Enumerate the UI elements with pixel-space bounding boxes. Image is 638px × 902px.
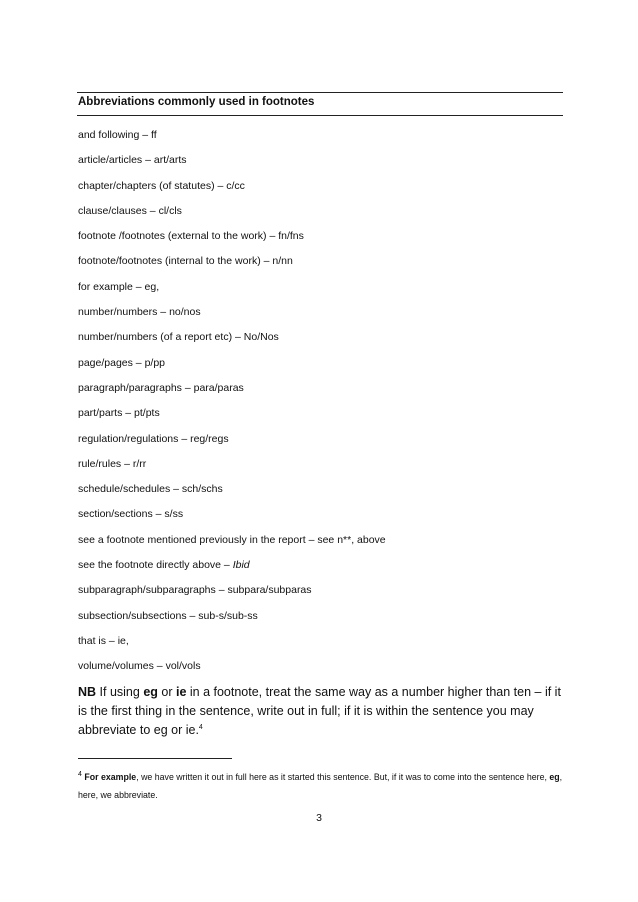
abbreviation-separator: –: [132, 356, 145, 369]
abbreviation-separator: –: [132, 280, 145, 293]
abbreviation-separator: –: [152, 508, 165, 521]
abbreviation-short-form: n/nn: [272, 255, 293, 268]
abbreviation-item: [78, 204, 386, 229]
abbreviation-item: [78, 634, 386, 659]
footnote-text-1: , we have written it out in full here as it started this sentence. But, if it was to come into the sentence here,: [136, 772, 550, 782]
abbreviation-term: see the footnote directly above: [78, 559, 222, 572]
abbreviation-short-form: No/Nos: [243, 331, 279, 344]
abbreviation-separator: –: [266, 230, 279, 243]
abbreviation-separator: –: [181, 381, 194, 394]
abbreviation-term: number/numbers (of a report etc): [78, 331, 233, 344]
abbreviation-item: [78, 330, 386, 355]
footnote-eg: eg: [549, 772, 560, 782]
abbreviation-list: [78, 128, 386, 685]
abbreviation-item: [78, 482, 386, 507]
abbreviation-item: [78, 583, 386, 608]
abbreviation-short-form: vol/vols: [165, 660, 201, 673]
abbreviation-term: rule/rules: [78, 457, 122, 470]
abbreviation-term: footnote /footnotes (external to the work): [78, 230, 267, 243]
abbreviation-term: page/pages: [78, 356, 133, 369]
abbreviation-term: footnote/footnotes (internal to the work): [78, 255, 261, 268]
abbreviation-short-form: see n**, above: [317, 533, 386, 546]
footnote-text-2: , here, we abbreviate.: [78, 772, 563, 800]
abbreviation-short-form: fn/fns: [278, 230, 304, 243]
abbreviation-term: chapter/chapters (of statutes): [78, 179, 215, 192]
abbreviation-term: schedule/schedules: [78, 483, 171, 496]
abbreviation-item: [78, 229, 386, 254]
abbreviation-item: [78, 659, 386, 684]
abbreviation-item: [78, 356, 386, 381]
abbreviation-short-form: ff: [150, 129, 157, 141]
abbreviation-separator: –: [186, 609, 199, 622]
page-number: 3: [316, 812, 322, 824]
abbreviation-item: [78, 406, 386, 431]
nb-ie: ie: [175, 685, 187, 699]
abbreviation-separator: –: [170, 483, 182, 496]
abbreviation-term: paragraph/paragraphs: [78, 381, 182, 394]
abbreviation-term: clause/clauses: [78, 204, 147, 217]
abbreviation-short-form: Ibid: [232, 559, 250, 572]
abbreviation-separator: –: [214, 179, 227, 192]
abbreviation-short-form: r/rr: [132, 457, 147, 470]
abbreviation-short-form: cl/cls: [158, 204, 182, 217]
footnote-reference: 4: [198, 723, 203, 731]
abbreviation-short-form: sub-s/sub-ss: [198, 609, 258, 622]
abbreviation-term: section/sections: [78, 508, 153, 521]
nb-paragraph: [78, 683, 564, 740]
abbreviation-item: [78, 432, 386, 457]
abbreviation-separator: –: [215, 584, 228, 597]
abbreviation-item: [78, 254, 386, 279]
abbreviation-short-form: pt/pts: [134, 407, 160, 420]
abbreviation-term: article/articles: [78, 154, 143, 167]
abbreviation-item: [78, 153, 386, 178]
heading-box: [77, 92, 563, 116]
nb-label: NB: [78, 685, 97, 699]
abbreviation-separator: –: [153, 660, 166, 673]
abbreviation-separator: –: [232, 331, 244, 344]
section-heading: Abbreviations commonly used in footnotes: [78, 96, 315, 108]
abbreviation-short-form: art/arts: [153, 154, 187, 167]
abbreviation-short-form: ie,: [117, 634, 129, 647]
abbreviation-item: [78, 280, 386, 305]
abbreviation-term: subsection/subsections: [78, 609, 187, 622]
abbreviation-item: [78, 381, 386, 406]
nb-text-1: If using: [96, 685, 144, 699]
abbreviation-separator: –: [260, 255, 273, 268]
abbreviation-short-form: p/pp: [144, 356, 166, 369]
abbreviation-item: [78, 558, 386, 583]
abbreviation-separator: –: [305, 533, 318, 546]
abbreviation-short-form: eg,: [144, 280, 160, 293]
abbreviation-separator: –: [139, 129, 151, 141]
abbreviation-term: part/parts: [78, 407, 123, 420]
abbreviation-separator: –: [178, 432, 191, 445]
abbreviation-item: [78, 457, 386, 482]
nb-text-3: in a footnote, treat the same way as a number higher than ten – if it is the first thing in the sentence, write out in full; if it is within the sentence you may abbreviate to eg or ie.: [78, 685, 561, 737]
abbreviation-short-form: c/cc: [226, 179, 245, 192]
abbreviation-short-form: sch/schs: [181, 483, 223, 496]
abbreviation-separator: –: [106, 634, 118, 647]
nb-eg: eg: [143, 685, 158, 699]
abbreviation-term: see a footnote mentioned previously in the report: [78, 533, 306, 546]
abbreviation-term: regulation/regulations: [78, 432, 179, 445]
abbreviation-separator: –: [121, 457, 133, 470]
abbreviation-separator: –: [157, 306, 170, 319]
abbreviation-term: and following: [78, 129, 140, 141]
abbreviation-short-form: reg/regs: [190, 432, 229, 445]
abbreviation-item: [78, 179, 386, 204]
abbreviation-short-form: subpara/subparas: [227, 584, 312, 597]
abbreviation-term: that is: [78, 634, 107, 647]
footnote-separator: [78, 758, 232, 759]
abbreviation-term: volume/volumes: [78, 660, 154, 673]
abbreviation-item: [78, 507, 386, 532]
footnote-marker: 4: [78, 771, 82, 779]
abbreviation-separator: –: [146, 204, 159, 217]
abbreviation-term: number/numbers: [78, 306, 158, 319]
abbreviation-short-form: no/nos: [169, 306, 201, 319]
nb-text-2: or: [157, 685, 176, 699]
abbreviation-short-form: s/ss: [164, 508, 184, 521]
abbreviation-separator: –: [142, 154, 154, 167]
abbreviation-item: [78, 609, 386, 634]
abbreviation-item: [78, 128, 386, 153]
footnote: [78, 768, 564, 804]
abbreviation-term: for example: [78, 280, 133, 293]
abbreviation-separator: –: [221, 559, 233, 572]
abbreviation-item: [78, 305, 386, 330]
abbreviation-item: [78, 533, 386, 558]
abbreviation-short-form: para/paras: [193, 381, 244, 394]
abbreviation-separator: –: [122, 407, 135, 420]
footnote-lead: For example: [84, 772, 137, 782]
abbreviation-term: subparagraph/subparagraphs: [78, 584, 216, 597]
